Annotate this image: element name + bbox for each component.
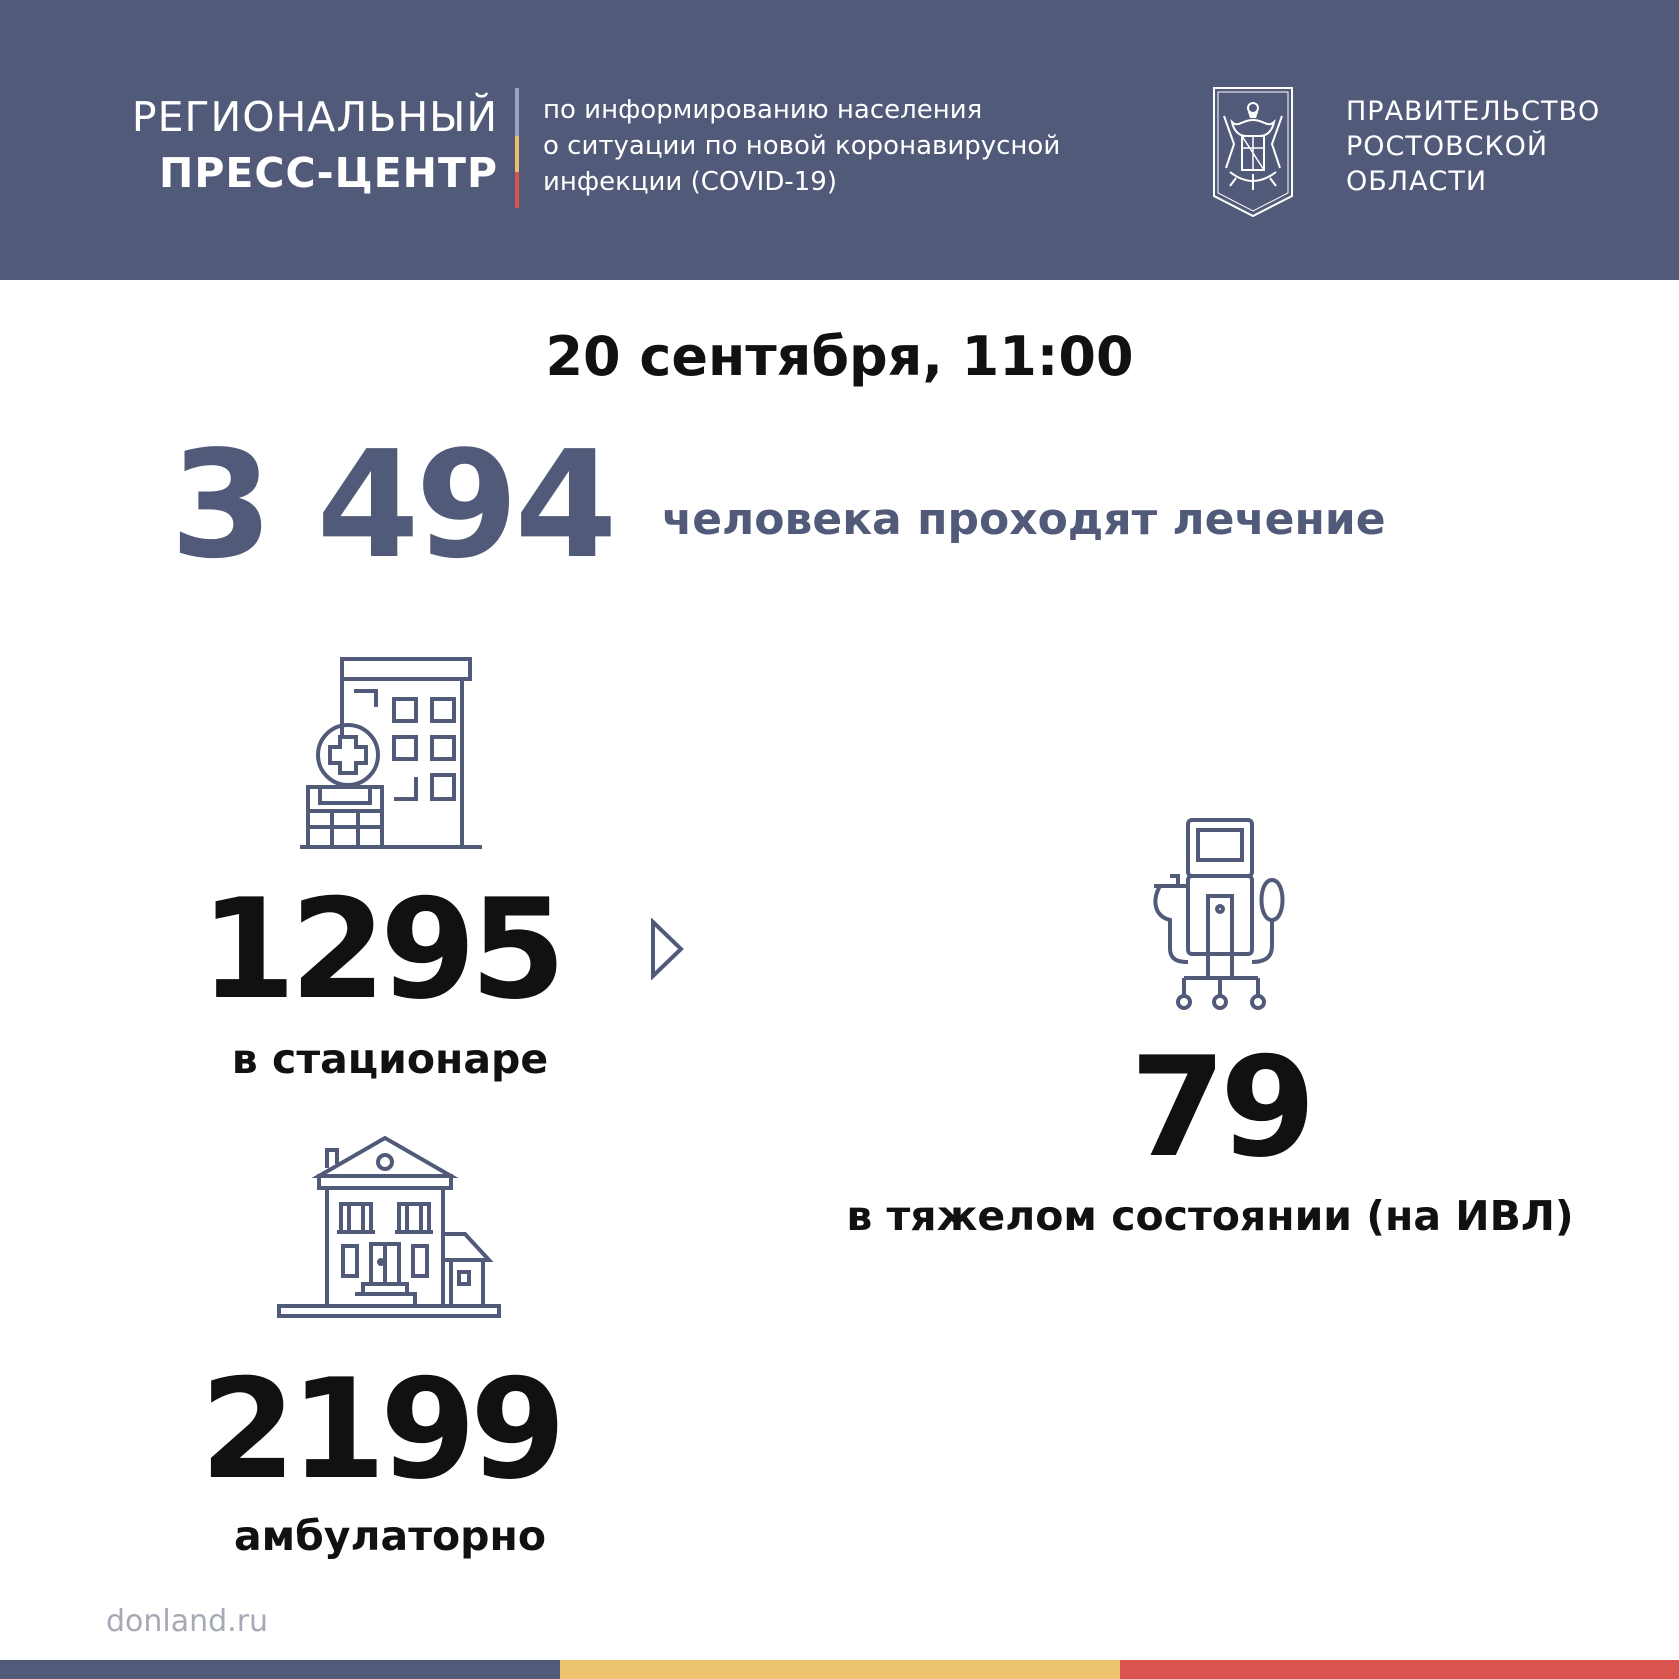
press-center-title-line1: РЕГИОНАЛЬНЫЙ xyxy=(131,93,498,141)
hospital-value: 1295 xyxy=(200,869,561,1030)
header-subtitle xyxy=(543,92,1060,200)
government-name-line: РОСТОВСКОЙ xyxy=(1346,131,1549,162)
outpatient-label: амбулаторно xyxy=(233,1512,546,1560)
ventilator-value: 79 xyxy=(1129,1027,1311,1188)
header-divider xyxy=(515,88,519,208)
subtitle-line: по информированию населения xyxy=(543,95,983,125)
government-name-line: ПРАВИТЕЛЬСТВО xyxy=(1346,96,1601,127)
outpatient-value: 2199 xyxy=(200,1349,561,1510)
footer-stripe-yellow xyxy=(560,1660,1120,1679)
government-name-line: ОБЛАСТИ xyxy=(1346,166,1488,197)
footer-stripe-blue xyxy=(0,1660,560,1679)
house-icon xyxy=(275,1134,503,1318)
ventilator-icon xyxy=(1150,816,1292,1012)
government-name xyxy=(1346,94,1600,199)
press-center-title-line2: ПРЕСС-ЦЕНТР xyxy=(159,149,498,197)
report-date: 20 сентября, 11:00 xyxy=(545,325,1134,388)
footer-stripe-red xyxy=(1120,1660,1679,1679)
regional-coat-of-arms-icon xyxy=(1212,86,1294,218)
website-link[interactable]: donland.ru xyxy=(106,1604,269,1639)
total-treated-value: 3 494 xyxy=(170,419,614,591)
total-treated-label: человека проходят лечение xyxy=(662,494,1386,545)
header-banner xyxy=(0,0,1679,280)
subtitle-line: о ситуации по новой коронавирусной xyxy=(543,131,1061,161)
ventilator-label: в тяжелом состоянии (на ИВЛ) xyxy=(846,1192,1574,1240)
chevron-right-icon xyxy=(649,918,685,980)
hospital-icon xyxy=(298,655,484,851)
subtitle-line: инфекции (COVID-19) xyxy=(543,167,837,197)
hospital-label: в стационаре xyxy=(231,1035,549,1083)
